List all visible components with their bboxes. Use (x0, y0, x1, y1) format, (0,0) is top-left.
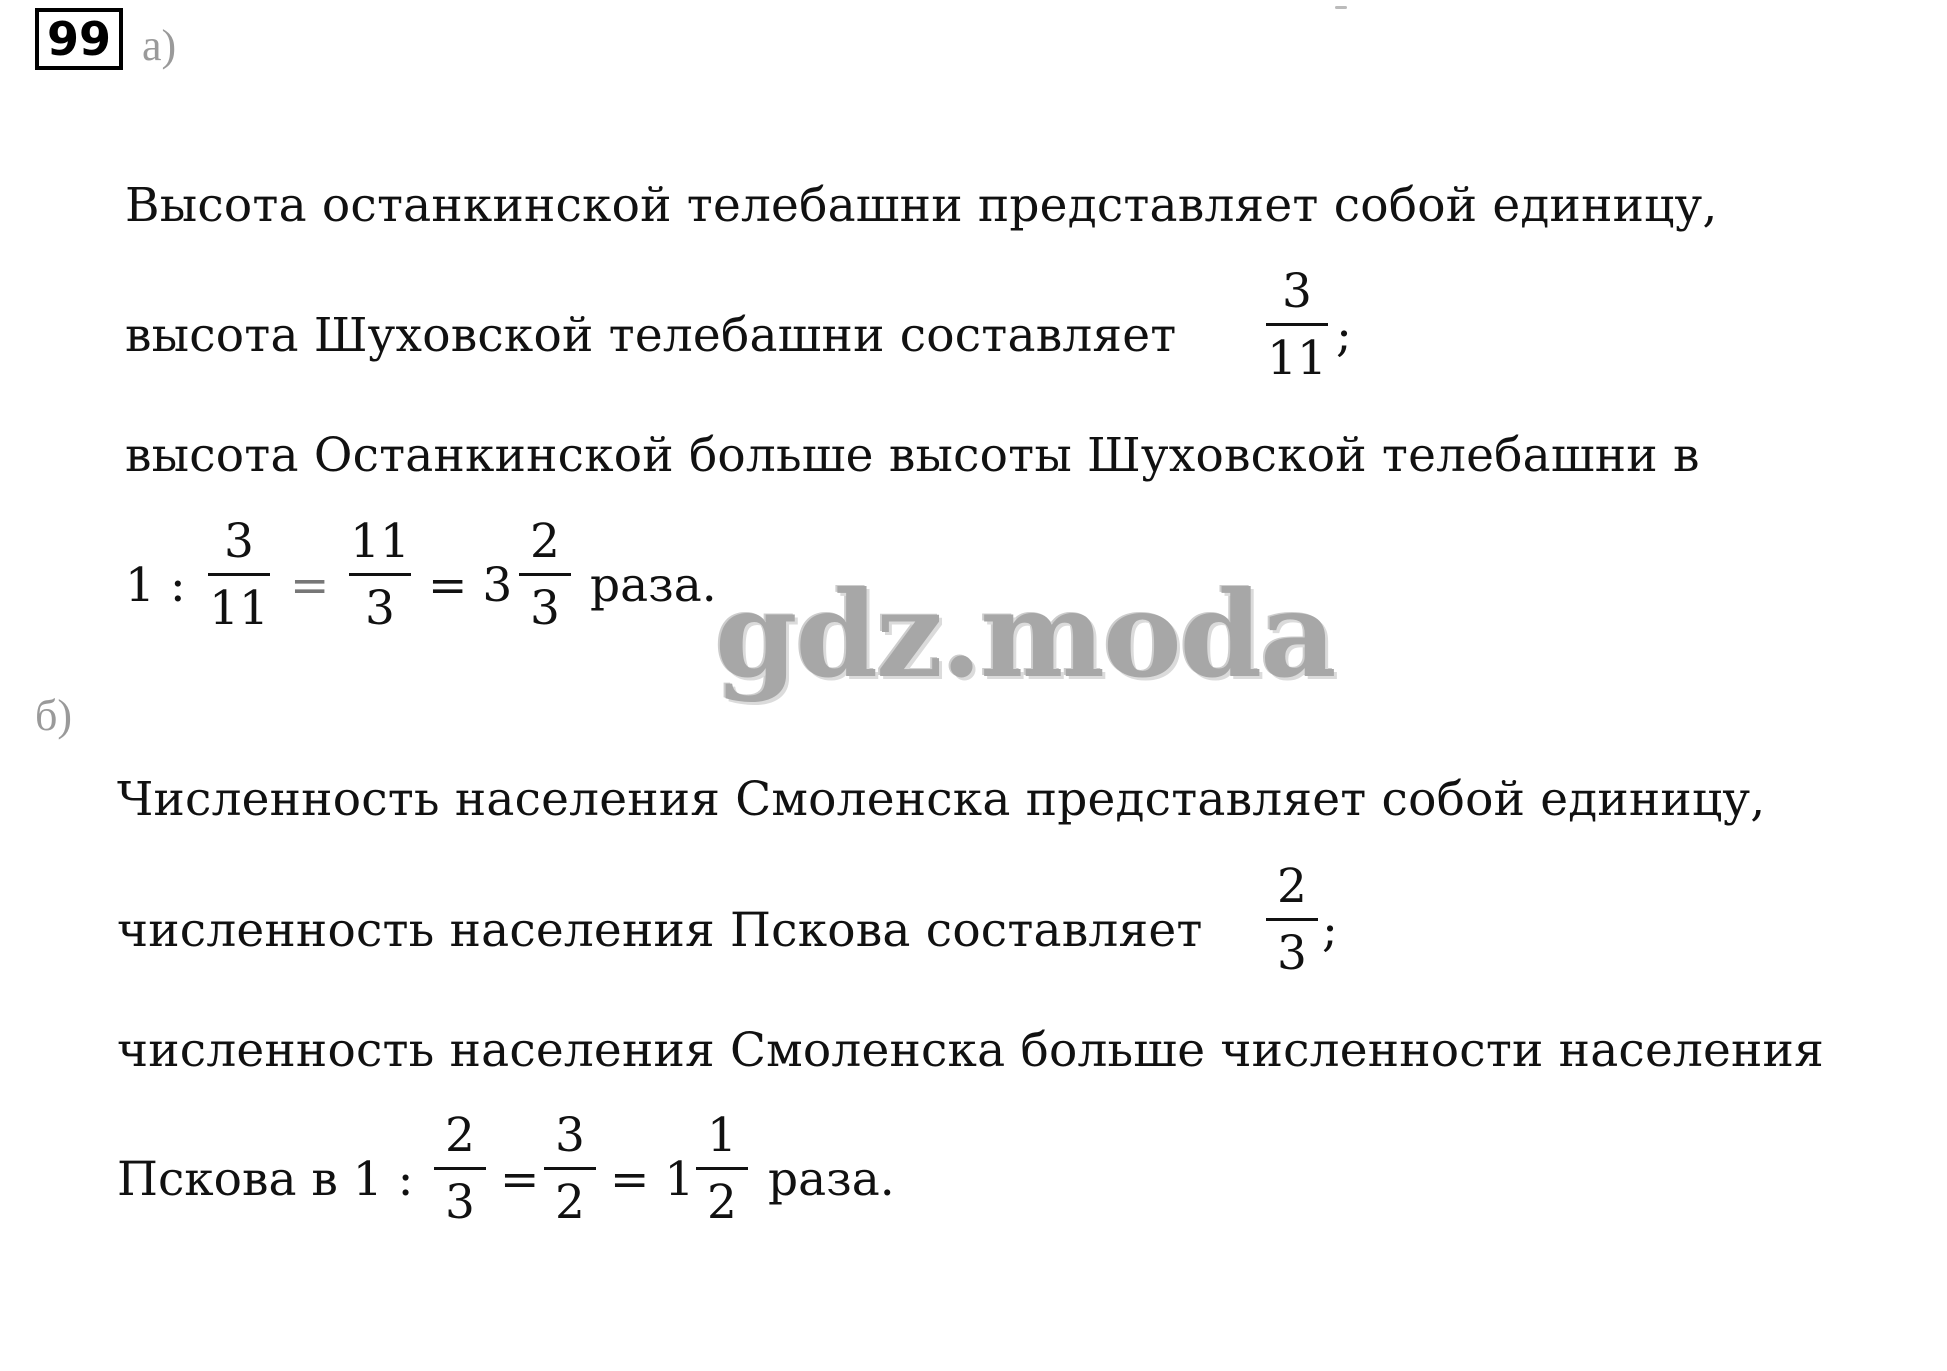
part-a-expr-tail: раза. (590, 558, 717, 613)
part-b-expr-equals-1: = (500, 1152, 540, 1207)
fraction-numerator: 3 (224, 514, 254, 569)
fraction-bar (696, 1167, 748, 1170)
part-b-expr-lead: Пскова в 1 : (117, 1152, 414, 1207)
fraction-numerator: 1 (707, 1108, 737, 1163)
part-a-expr-fraction-1 (204, 515, 274, 636)
fraction-denominator: 3 (365, 581, 395, 636)
fraction-denominator: 2 (555, 1175, 585, 1230)
fraction-numerator: 3 (1282, 264, 1312, 319)
part-b-line-2: численность населения Пскова составляет (117, 903, 1203, 958)
part-b-line-1: Численность населения Смоленска представляет собой единицу, (117, 772, 1766, 827)
part-a-expr-lead: 1 : (125, 558, 186, 613)
fraction-bar (1266, 918, 1318, 921)
part-a-fraction-3-11 (1262, 265, 1332, 386)
part-a-label: а) (142, 21, 177, 70)
part-b-expr-fraction-2 (540, 1109, 600, 1230)
fraction-numerator: 2 (530, 514, 560, 569)
fraction-bar (349, 573, 411, 576)
part-a-expr-equals-1: = (290, 558, 330, 613)
fraction-denominator: 3 (530, 581, 560, 636)
fraction-numerator: 2 (445, 1108, 475, 1163)
fraction-numerator: 2 (1277, 859, 1307, 914)
fraction-denominator: 11 (209, 581, 269, 636)
fraction-denominator: 3 (445, 1175, 475, 1230)
task-number-box: 99 (35, 8, 123, 70)
part-a-line-1: Высота останкинской телебашни представляет собой единицу, (125, 178, 1718, 233)
fraction-numerator: 11 (350, 514, 410, 569)
part-b-expr-fraction-1 (430, 1109, 490, 1230)
part-b-label: б) (35, 691, 73, 740)
fraction-bar (544, 1167, 596, 1170)
part-a-expr-fraction-3 (515, 515, 575, 636)
part-b-semicolon: ; (1322, 903, 1338, 958)
fraction-bar (208, 573, 270, 576)
fraction-denominator: 3 (1277, 926, 1307, 981)
part-a-expr-equals-2: = 3 (428, 558, 513, 613)
fraction-bar (519, 573, 571, 576)
fraction-denominator: 2 (707, 1175, 737, 1230)
part-a-expr-fraction-2 (345, 515, 415, 636)
part-b-fraction-2-3 (1262, 860, 1322, 981)
watermark-logo: gdz.moda (715, 565, 1335, 704)
scan-speck (1335, 6, 1347, 9)
fraction-numerator: 3 (555, 1108, 585, 1163)
fraction-denominator: 11 (1267, 331, 1327, 386)
fraction-bar (1266, 323, 1328, 326)
part-a-line-2: высота Шуховской телебашни составляет (125, 308, 1177, 363)
part-a-line-3: высота Останкинской больше высоты Шуховской телебашни в (125, 428, 1700, 483)
part-b-line-3: численность населения Смоленска больше численности населения (117, 1023, 1824, 1078)
part-b-expr-tail: раза. (768, 1152, 895, 1207)
fraction-bar (434, 1167, 486, 1170)
part-b-expr-equals-2: = 1 (610, 1152, 695, 1207)
part-b-expr-fraction-3 (692, 1109, 752, 1230)
part-a-semicolon: ; (1336, 308, 1352, 363)
